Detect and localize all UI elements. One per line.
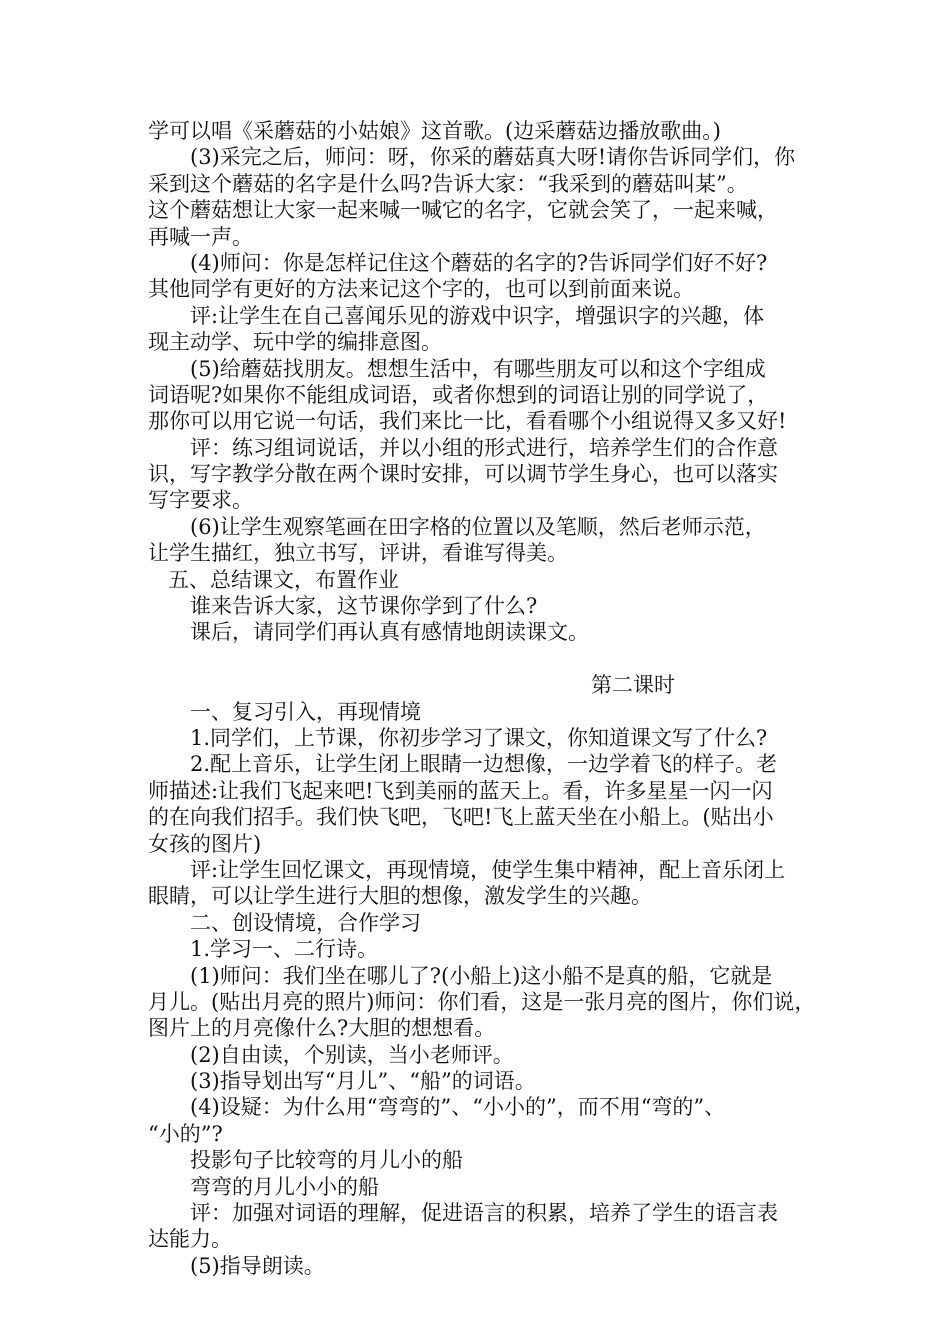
text-line: 那你可以用它说一句话，我们来比一比，看看哪个小组说得又多又好! bbox=[148, 409, 787, 434]
text-line: 再喊一声。 bbox=[148, 224, 253, 249]
text-line: 图片上的月亮像什么?大胆的想想看。 bbox=[148, 1016, 496, 1041]
lesson-title: 第二课时 bbox=[591, 673, 675, 698]
text-line: 评：加强对词语的理解，促进语言的积累，培养了学生的语言表 bbox=[190, 1201, 778, 1226]
text-line: 评:让学生在自己喜闻乐见的游戏中识字，增强识字的兴趣，体 bbox=[190, 303, 765, 328]
text-line: 让学生描红，独立书写，评讲，看谁写得美。 bbox=[148, 541, 568, 566]
text-line: 女孩的图片) bbox=[148, 831, 262, 856]
text-line: 写字要求。 bbox=[148, 488, 253, 513]
text-line: 采到这个蘑菇的名字是什么吗?告诉大家：“我采到的蘑菇叫某”。 bbox=[148, 171, 748, 196]
text-line: (2)自由读，个别读，当小老师评。 bbox=[190, 1042, 514, 1067]
text-line: 1.学习一、二行诗。 bbox=[190, 937, 379, 962]
blank-line bbox=[148, 646, 828, 672]
text-line: 这个蘑菇想让大家一起来喊一喊它的名字，它就会笑了，一起来喊， bbox=[148, 198, 778, 223]
text-line: 弯弯的月儿小小的船 bbox=[190, 1174, 379, 1199]
text-line: 识，写字教学分散在两个课时安排，可以调节学生身心，也可以落实 bbox=[148, 462, 778, 487]
text-line: 现主动学、玩中学的编排意图。 bbox=[148, 330, 442, 355]
text-line: (3)采完之后，师问：呀，你采的蘑菇真大呀!请你告诉同学们，你 bbox=[190, 145, 796, 170]
text-line: 评:让学生回忆课文，再现情境，使学生集中精神，配上音乐闭上 bbox=[190, 857, 786, 882]
text-line: 眼睛，可以让学生进行大胆的想像，激发学生的兴趣。 bbox=[148, 884, 652, 909]
text-line: (5)给蘑菇找朋友。想想生活中，有哪些朋友可以和这个字组成 bbox=[190, 356, 766, 381]
text-line: 谁来告诉大家，这节课你学到了什么? bbox=[190, 594, 538, 619]
section-heading: 五、总结课文，布置作业 bbox=[168, 567, 399, 592]
document-body bbox=[148, 118, 828, 1279]
text-line: 达能力。 bbox=[148, 1227, 232, 1252]
text-line: (4)设疑：为什么用“弯弯的”、“小小的”，而不用“弯的”、 bbox=[190, 1095, 726, 1120]
text-line: 课后，请同学们再认真有感情地朗读课文。 bbox=[190, 620, 589, 645]
text-line: (1)师问：我们坐在哪儿了?(小船上)这小船不是真的船，它就是 bbox=[190, 963, 773, 988]
text-line: 词语呢?如果你不能组成词语，或者你想到的词语让别的同学说了， bbox=[148, 382, 769, 407]
text-line: (4)师问：你是怎样记住这个蘑菇的名字的?告诉同学们好不好? bbox=[190, 250, 768, 275]
text-line: (3)指导划出写“月儿”、“船”的词语。 bbox=[190, 1069, 536, 1094]
section-heading: 二、创设情境，合作学习 bbox=[190, 910, 421, 935]
text-line: 的在向我们招手。我们快飞吧，飞吧!飞上蓝天坐在小船上。(贴出小 bbox=[148, 805, 774, 830]
text-line: 其他同学有更好的方法来记这个字的，也可以到前面来说。 bbox=[148, 277, 694, 302]
text-line: 学可以唱《采蘑菇的小姑娘》这首歌。(边采蘑菇边播放歌曲。) bbox=[148, 119, 721, 143]
text-line: (6)让学生观察笔画在田字格的位置以及笔顺，然后老师示范， bbox=[190, 514, 766, 539]
text-line: 师描述:让我们飞起来吧!飞到美丽的蓝天上。看，许多星星一闪一闪 bbox=[148, 778, 773, 803]
text-line: “小的”? bbox=[148, 1121, 223, 1146]
text-line: 投影句子比较弯的月儿小的船 bbox=[190, 1148, 463, 1173]
text-line: (5)指导朗读。 bbox=[190, 1253, 325, 1278]
text-line: 1.同学们，上节课，你初步学习了课文，你知道课文写了什么? bbox=[190, 725, 768, 750]
text-line: 月儿。(贴出月亮的照片)师问：你们看，这是一张月亮的图片，你们说， bbox=[148, 989, 816, 1014]
text-line: 2.配上音乐，让学生闭上眼睛一边想像，一边学着飞的样子。老 bbox=[190, 752, 778, 777]
text-line: 评：练习组词说话，并以小组的形式进行，培养学生们的合作意 bbox=[190, 435, 778, 460]
section-heading: 一、复习引入，再现情境 bbox=[190, 699, 421, 724]
